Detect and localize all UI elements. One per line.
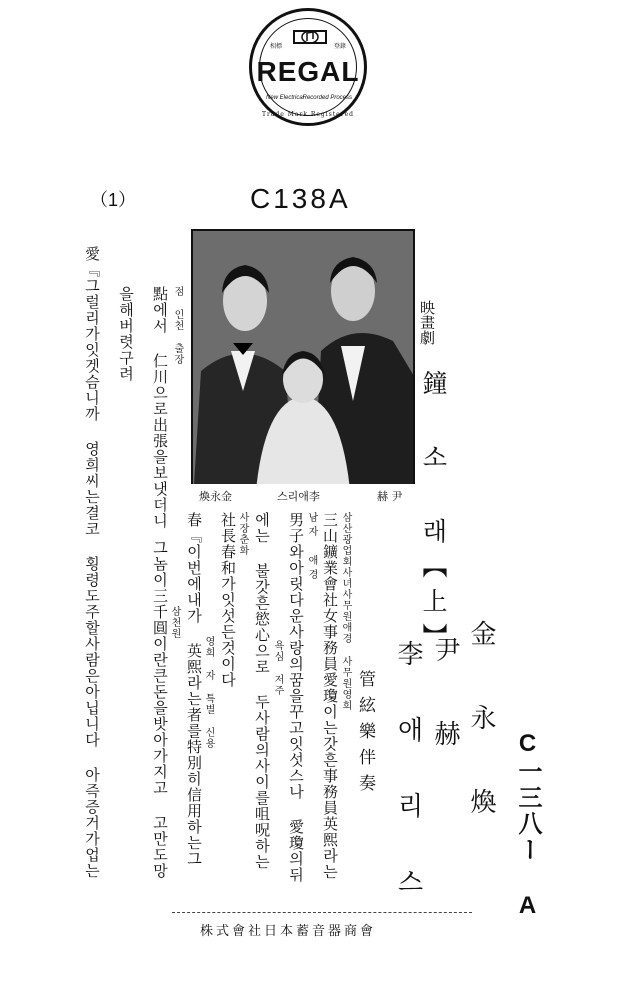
logo-brand: REGAL [256,56,360,87]
logo-sub-right: Recorded Process [302,95,352,101]
side-catalog-number: C一三八ー A [514,730,541,921]
ruby-line-4: 사장춘화 [237,512,248,556]
logo-trademark: Trade Mark Registered [261,111,354,118]
caption-right: 赫 尹 [377,490,403,503]
accompaniment: 管絃樂伴奏 [355,670,375,800]
ruby-line-3: 욕심 저주 [272,640,283,696]
text-line-3: 에는 불갓흔慾心으로 두사람의사이를咀呪하는 [253,512,271,870]
text-line-8: 을해버렷구려 [117,286,135,382]
record-title: 鐘 소 래【上】 [419,370,448,658]
publisher: 株式會社日本蓄音器商會 [200,924,377,939]
record-note-icon [292,27,328,51]
regal-logo [249,8,367,126]
text-line-9: 愛『그럴리가잇겟슴니까 영희씨는결코 횡령도주할사람은아닙니다 아즉증거가업는 [83,246,101,879]
genre-label: 映畫劇 [418,300,436,345]
ruby-line-6: 삼천원 [169,606,180,639]
performer-1: 金 永 煥 [466,620,496,828]
caption-left: 煥永金 [199,490,232,503]
catalog-number: C138A [250,183,351,214]
ruby-line-1: 삼산광업회사녀사무원애경 사무원영희 [340,512,351,711]
photo-illustration [193,231,415,499]
logo-small-right: 登錄 [333,43,346,50]
performers-photo [191,229,415,499]
text-line-7: 點에서 仁川으로出張을보냇더니 [151,286,169,529]
photo-captions [191,484,415,504]
bottom-rule [172,912,472,913]
text-line-6: 그놈이三千圓이란큰돈을밧아가지고 고만도망 [151,540,169,879]
page-number: （1） [90,190,137,210]
ruby-line-7: 점 인천 출장 [172,286,183,365]
text-line-4: 社長春和가잇섯든것이다 [219,512,237,688]
performer-3: 李 애 리 스 [393,640,423,904]
ruby-line-5: 영희 자 특별 신용 [203,636,214,749]
logo-small-left: 相標 [270,43,283,50]
text-line-2: 男子와아릿다운사랑의꿈을꾸고잇섯스나 愛瓊의뒤 [287,512,305,883]
logo-sub-left: New Electrical [266,95,305,101]
text-line-1: 三山鑛業會社女事務員愛瓊이는갓흔事務員英熙라는 [321,512,339,880]
ruby-line-2: 남자 애경 [306,512,317,583]
text-line-5: 春『이번에내가 英熙라는者를特別히信用하는그 [185,512,203,867]
caption-middle: 스리애李 [277,490,320,503]
performer-2: 尹 赫 [430,636,460,760]
